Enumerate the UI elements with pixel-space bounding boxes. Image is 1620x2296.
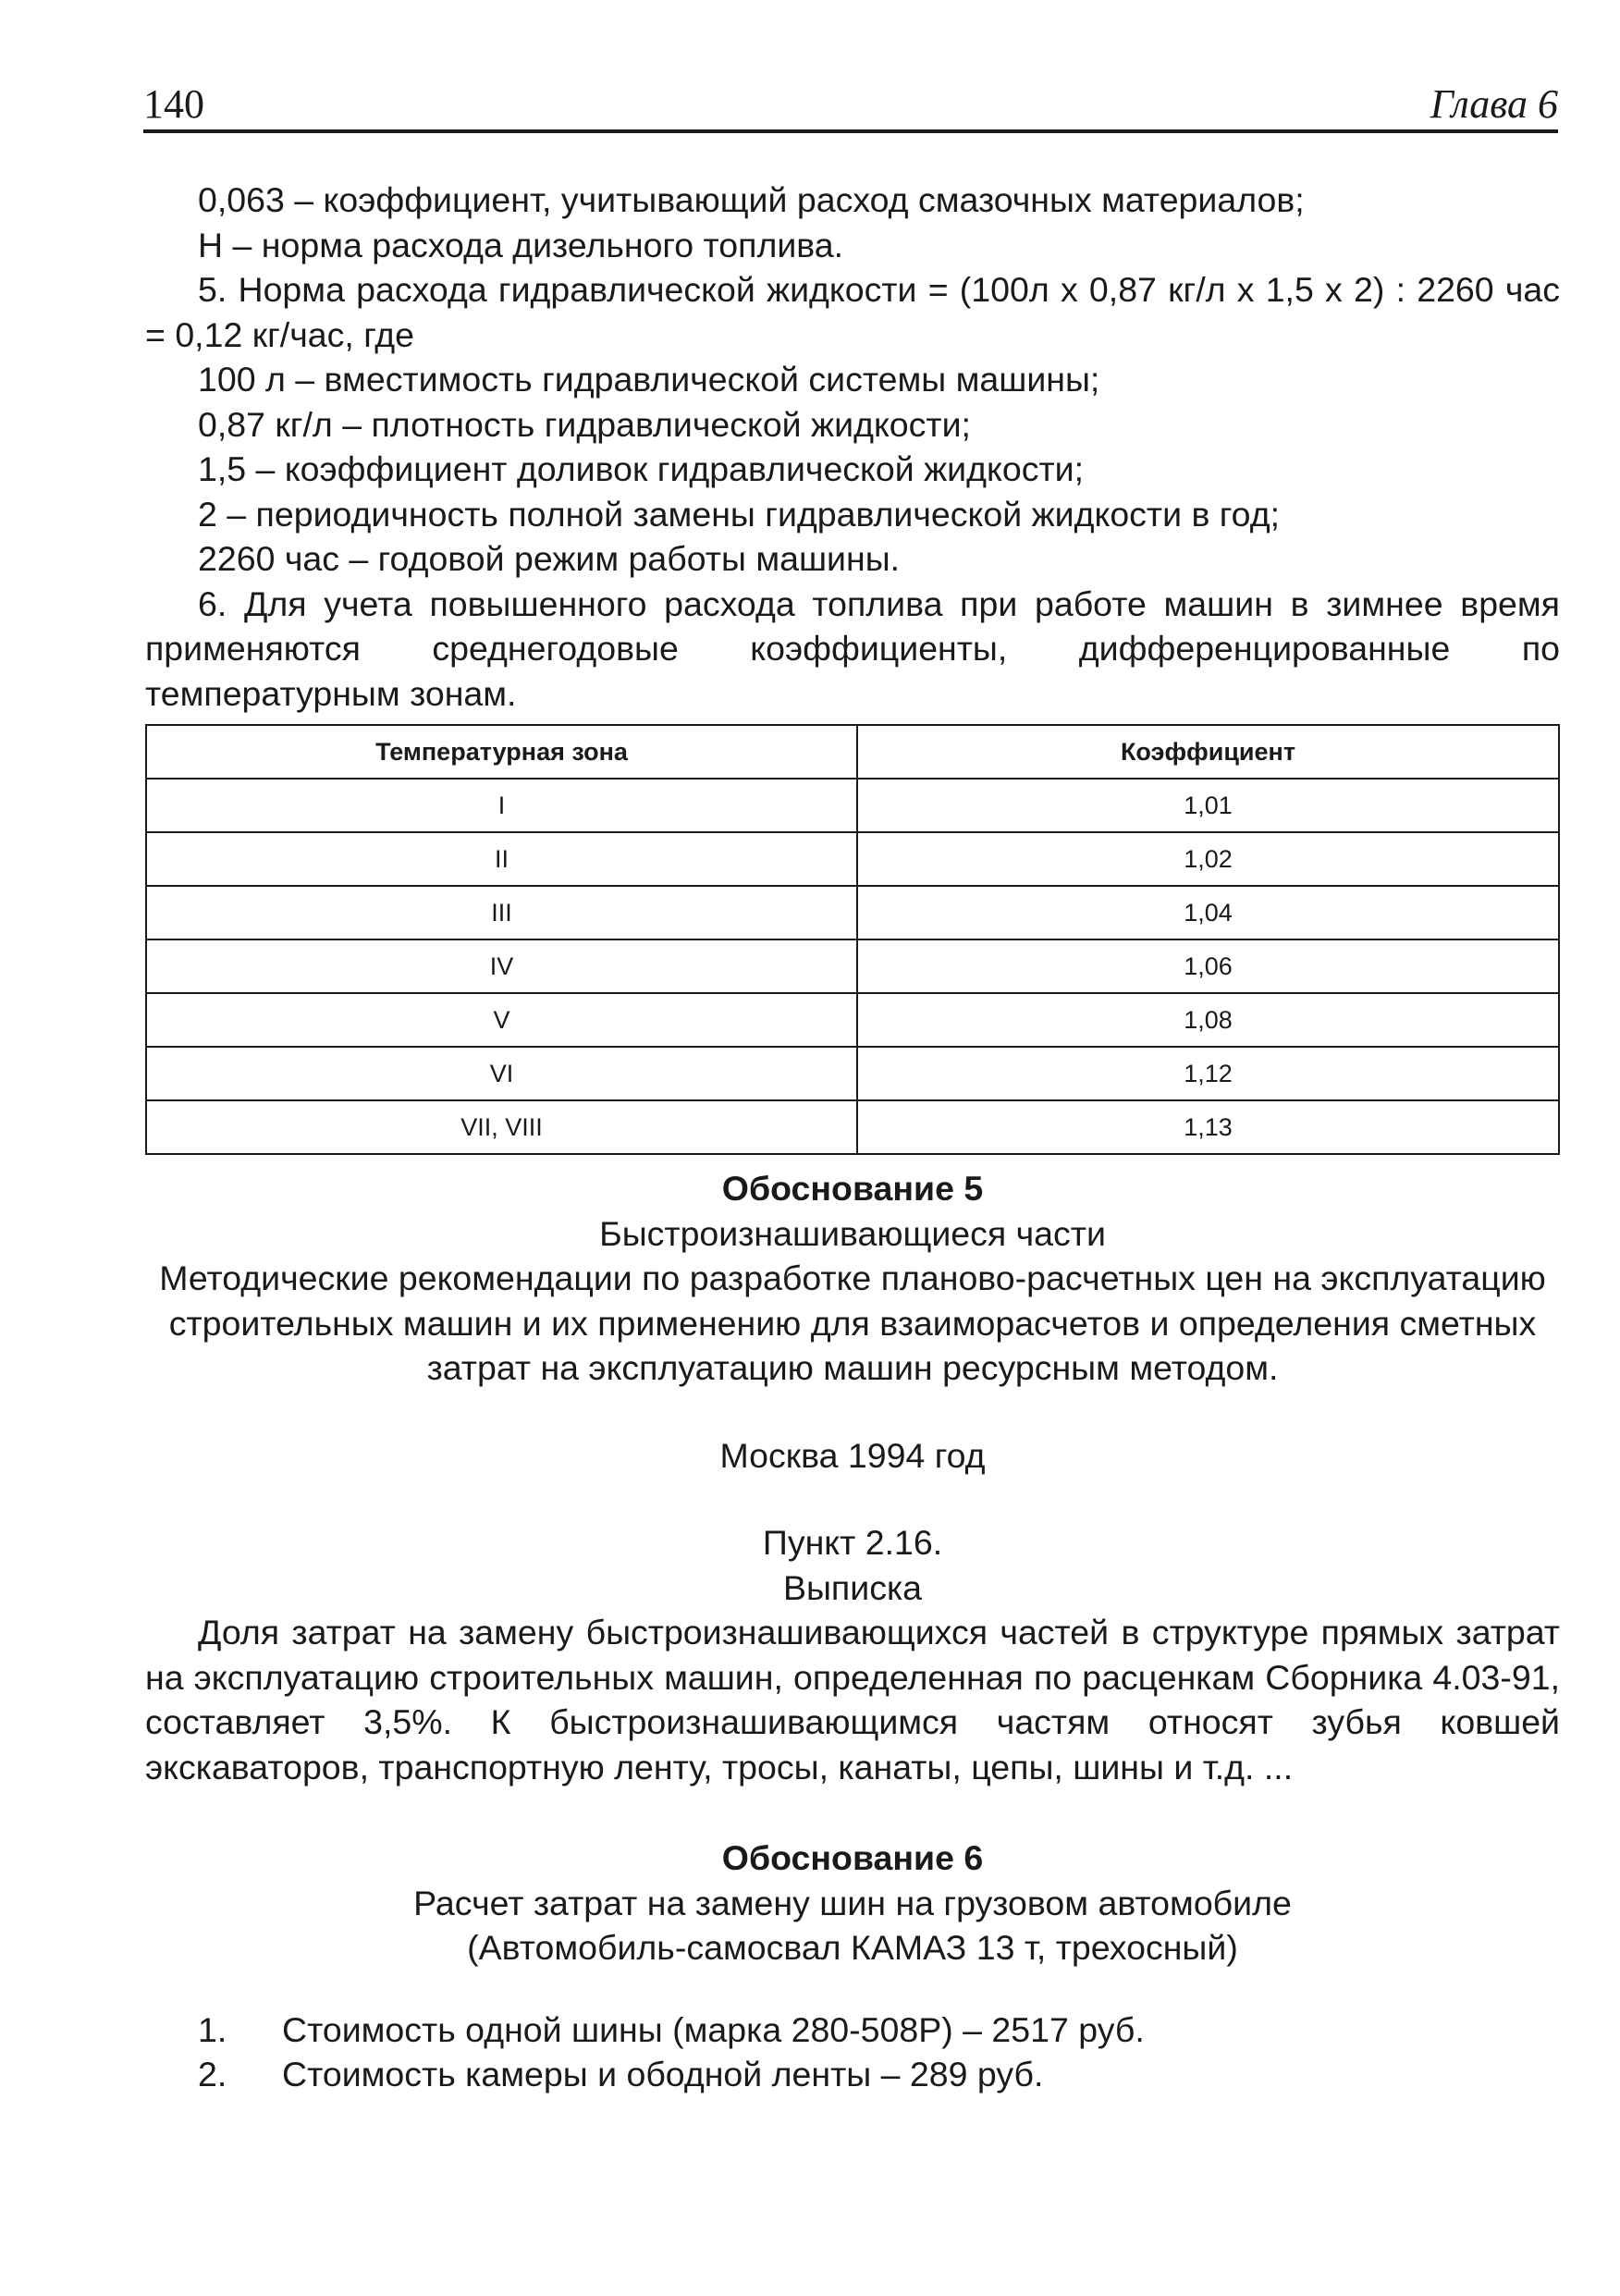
- table-row: [146, 1100, 1559, 1154]
- zone-cell: I: [146, 779, 857, 832]
- list-item-number: 2.: [198, 2055, 227, 2093]
- section5-heading: Обоснование 5: [721, 1169, 984, 1208]
- table-row: [146, 832, 1559, 886]
- list-item: [145, 2052, 1560, 2097]
- zone-cell: V: [146, 993, 857, 1047]
- chapter-title: Глава 6: [1430, 81, 1558, 127]
- table-header-zone: Температурная зона: [146, 725, 857, 779]
- item5-line: 2 – периодичность полной замены гидравлической жидкости в год;: [198, 494, 1280, 534]
- table-row: [146, 993, 1559, 1047]
- zone-cell: VII, VIII: [146, 1100, 857, 1154]
- section5-description: Методические рекомендации по разработке планово-расчетных цен на эксплуатацию строительных машин и их применению для взаиморасчетов и определения сметных затрат на эксплуатацию машин ресурсным методом.: [159, 1259, 1546, 1387]
- section5-point: Пункт 2.16.: [762, 1523, 943, 1562]
- item5-line: 1,5 – коэффициент доливок гидравлической жидкости;: [198, 449, 1084, 488]
- table-header-coefficient: Коэффициент: [857, 725, 1559, 779]
- list-item-text: Стоимость одной шины (марка 280-508Р) – 2517 руб.: [282, 2009, 1145, 2049]
- item5-line: 100 л – вместимость гидравлической системы машины;: [198, 360, 1100, 399]
- list-item-text: Стоимость камеры и ободной ленты – 289 руб.: [282, 2055, 1044, 2093]
- zone-cell: II: [146, 832, 857, 886]
- intro-line: Н – норма расхода дизельного топлива.: [198, 225, 844, 264]
- item6-text: 6. Для учета повышенного расхода топлива при работе машин в зимнее время применяются среднегодовые коэффициенты, дифференцированные по температурным зонам.: [145, 583, 1560, 713]
- zone-cell: VI: [146, 1047, 857, 1100]
- table-header-row: [146, 725, 1559, 779]
- page-body: [145, 178, 1560, 2097]
- table-row: [146, 939, 1559, 993]
- list-item-number: 1.: [198, 2009, 227, 2049]
- coefficient-cell: 1,06: [857, 939, 1559, 993]
- page-number: 140: [143, 81, 204, 127]
- table-row: [146, 886, 1559, 939]
- coefficient-cell: 1,01: [857, 779, 1559, 832]
- section6-subtitle: Расчет затрат на замену шин на грузовом автомобиле: [413, 1883, 1292, 1922]
- item5-text: 5. Норма расхода гидравлической жидкости = (100л х 0,87 кг/л х 1,5 х 2) : 2260 час = 0,12 кг/час, где: [145, 270, 1560, 354]
- list-item: [145, 2007, 1560, 2053]
- section5-place-year: Москва 1994 год: [719, 1435, 986, 1475]
- spacer: [145, 1391, 1560, 1433]
- spacer: [145, 1478, 1560, 1520]
- coefficient-cell: 1,13: [857, 1100, 1559, 1154]
- section5-extract-label: Выписка: [782, 1567, 923, 1607]
- table-row: [146, 779, 1559, 832]
- section6-heading: Обоснование 6: [721, 1838, 984, 1877]
- cost-list: [145, 2007, 1560, 2097]
- item5-line: 2260 час – годовой режим работы машины.: [198, 539, 901, 578]
- table-row: [146, 1047, 1559, 1100]
- coefficient-cell: 1,12: [857, 1047, 1559, 1100]
- section6-subtitle2: (Автомобиль-самосвал КАМАЗ 13 т, трехосный): [467, 1928, 1238, 1967]
- page-header: [143, 74, 1558, 133]
- zone-cell: IV: [146, 939, 857, 993]
- section5-extract-text: Доля затрат на замену быстроизнашивающихся частей в структуре прямых затрат на эксплуатацию строительных машин, определенная по расценкам Сборника 4.03-91, составляет 3,5%. К быстроизнашивающимся частям относят зубья ковшей экскаваторов, транспортную ленту, тросы, канаты, цепы, шины и т.д. ...: [145, 1613, 1560, 1786]
- section5-subtitle: Быстроизнашивающиеся части: [599, 1213, 1106, 1253]
- coefficient-cell: 1,08: [857, 993, 1559, 1047]
- zone-cell: III: [146, 886, 857, 939]
- coefficient-cell: 1,04: [857, 886, 1559, 939]
- item5-line: 0,87 кг/л – плотность гидравлической жидкости;: [198, 404, 971, 444]
- temperature-zone-table: [145, 724, 1560, 1155]
- intro-line: 0,063 – коэффициент, учитывающий расход смазочных материалов;: [198, 180, 1305, 219]
- coefficient-cell: 1,02: [857, 832, 1559, 886]
- spacer: [145, 1789, 1560, 1836]
